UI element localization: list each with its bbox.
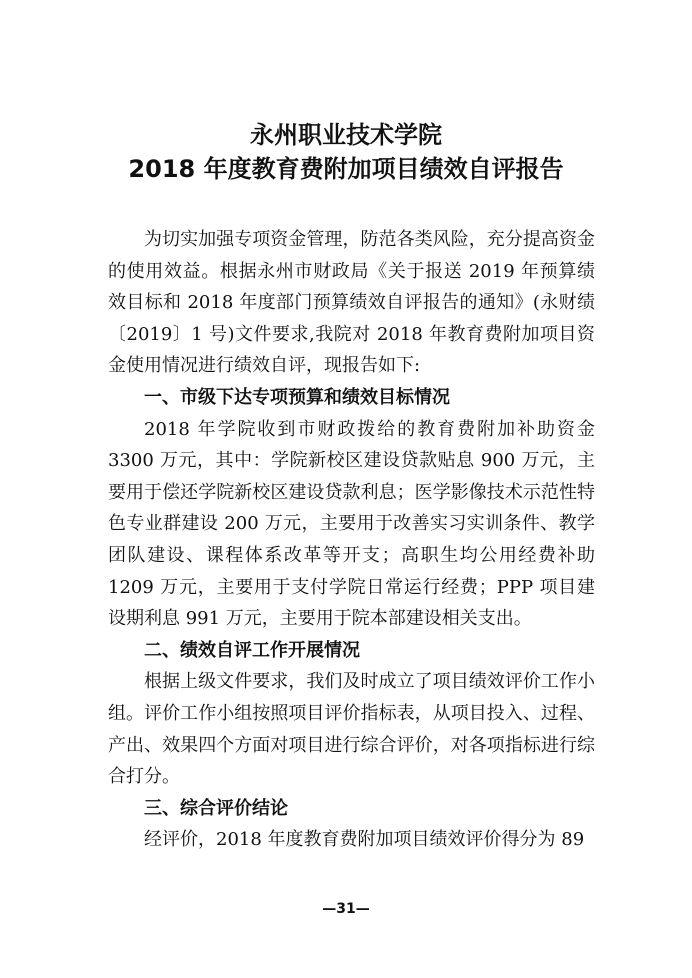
section-1-paragraph: 2018 年学院收到市财政拨给的教育费附加补助资金 3300 万元，其中：学院新校区建设贷款贴息 900 万元，主要用于偿还学院新校区建设贷款利息；医学影像技术示范性特色专业群建设 200 万元，主要用于改善实习实训条件、教学团队建设、课程体系改革等开支；高职生均公用经费补助 1209 万元，主要用于支付学院日常运行经费；PPP 项目建设期利息 991 万元，主要用于院本部建设相关支出。 [108, 418, 595, 630]
document-title-line-1: 永州职业技术学院 [250, 121, 442, 149]
page-number: —31— [322, 901, 370, 917]
section-3-heading: 三、综合评价结论 [144, 797, 288, 819]
document-body [108, 224, 595, 856]
section-2-paragraph: 根据上级文件要求，我们及时成立了项目绩效评价工作小组。评价工作小组按照项目评价指标表，从项目投入、过程、产出、效果四个方面对项目进行综合评价，对各项指标进行综合打分。 [108, 671, 595, 788]
section-2-heading: 二、绩效自评工作开展情况 [144, 639, 360, 661]
document-title-line-2: 2018 年度教育费附加项目绩效自评报告 [128, 155, 564, 183]
section-1-heading: 一、市级下达专项预算和绩效目标情况 [144, 386, 450, 408]
intro-paragraph: 为切实加强专项资金管理，防范各类风险，充分提高资金的使用效益。根据永州市财政局《关于报送 2019 年预算绩效目标和 2018 年度部门预算绩效自评报告的通知》(永财绩〔2019〕1 号)文件要求,我院对 2018 年教育费附加项目资金使用情况进行绩效自评，现报告如下: [108, 229, 595, 377]
section-3-paragraph: 经评价，2018 年度教育费附加项目绩效评价得分为 89 [144, 829, 585, 851]
